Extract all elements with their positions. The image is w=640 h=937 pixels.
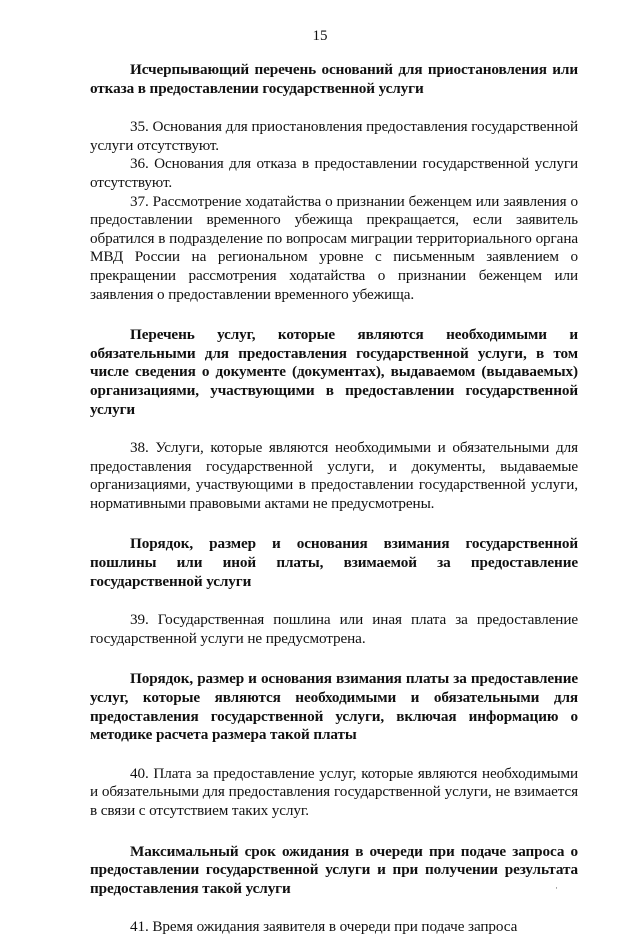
paragraph-41: 41. Время ожидания заявителя в очереди при подаче запроса	[130, 918, 518, 936]
section-heading: Максимальный срок ожидания в очереди при подаче запроса о предоставлении государственной услуги и при получении результата предоставления такой услуги	[90, 842, 578, 897]
section-heading: Перечень услуг, которые являются необходимыми и обязательными для предоставления государственной услуги, в том числе сведения о документе (документах), выдаваемом (выдаваемых) организациями, участвующими в предоставлении государственной услуги	[90, 326, 578, 418]
paragraph-35: 35. Основания для приостановления предоставления государственной услуги отсутствуют.	[90, 118, 578, 154]
page-number: 15	[312, 28, 328, 44]
document-body	[90, 61, 578, 937]
scan-mark: ·	[555, 883, 558, 893]
paragraph-39: 39. Государственная пошлина или иная плата за предоставление государственной услуги не предусмотрена.	[90, 611, 578, 647]
section-heading: Порядок, размер и основания взимания платы за предоставление услуг, которые являются необходимыми и обязательными для предоставления государственной услуги, включая информацию о методике расчета размера такой платы	[90, 670, 578, 744]
paragraph-37: 37. Рассмотрение ходатайства о признании беженцем или заявления о предоставлении временного убежища прекращается, если заявитель обратился в подразделение по вопросам миграции территориального органа МВД России на региональном уровне с письменным заявлением о прекращении рассмотрения ходатайства о признании беженцем или заявления о предоставлении временного убежища.	[90, 192, 578, 303]
section-heading: Порядок, размер и основания взимания государственной пошлины или иной платы, взимаемой за предоставление государственной услуги	[90, 535, 578, 590]
paragraph-38: 38. Услуги, которые являются необходимыми и обязательными для предоставления государственной услуги, и документы, выдаваемые организациями, участвующими в предоставлении государственной услуги, нормативными правовыми актами не предусмотрены.	[90, 439, 578, 512]
section-heading: Исчерпывающий перечень оснований для приостановления или отказа в предоставлении государственной услуги	[90, 61, 578, 97]
paragraph-40: 40. Плата за предоставление услуг, которые являются необходимыми и обязательными для предоставления государственной услуги, не взимается в связи с отсутствием таких услуг.	[90, 764, 578, 819]
paragraph-36: 36. Основания для отказа в предоставлении государственной услуги отсутствуют.	[90, 155, 578, 191]
